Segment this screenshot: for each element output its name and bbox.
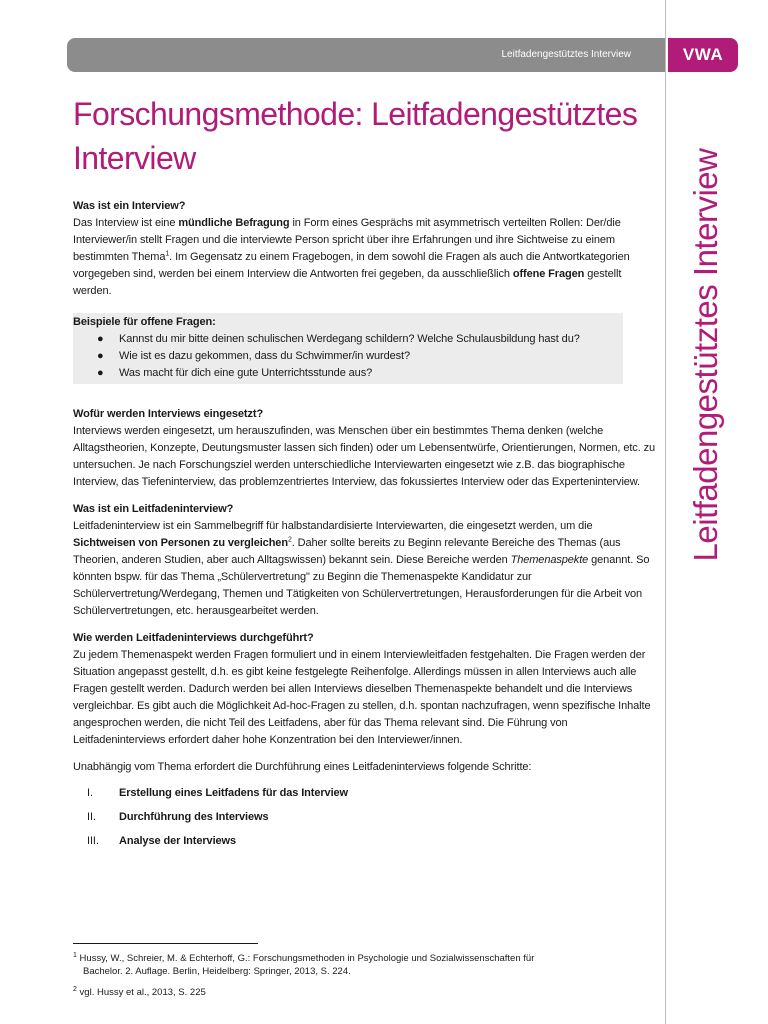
paragraph-interview-definition — [73, 215, 657, 300]
examples-title: Beispiele für offene Fragen: — [73, 316, 216, 328]
title-line-1: Forschungsmethode: Leitfadengestütztes — [73, 96, 638, 132]
paragraph-why-interviews: Interviews werden eingesetzt, um herauszufinden, was Menschen über ein bestimmtes Thema denken (welche Alltagstheorien, Konzepte, Deutungsmuster lassen sich finden) oder um Lebensentwürfe, Orientierungen, Normen, etc. zu untersuchen. Je nach Forschungsziel werden unterschiedliche Interviewarten eingesetzt wie z.B. das biographische Interview, das Tiefeninterview, das problemzentriertes Interview, das fokussiertes Interview oder das Experteninterview. — [73, 425, 656, 488]
list-item — [73, 331, 623, 348]
heading-what-is-leitfadeninterview: Was ist ein Leitfadeninterview? — [73, 503, 234, 515]
footnote-mark: 2 — [73, 985, 77, 993]
examples-list — [73, 331, 623, 382]
step-text: Durchführung des Interviews — [119, 811, 269, 823]
bullet-icon: ● — [97, 367, 104, 379]
footnote-ref-1: 1 — [165, 250, 170, 258]
bold-term: Sichtweisen von Personen zu vergleichen — [73, 537, 288, 549]
bullet-icon: ● — [97, 350, 104, 362]
paragraph-leitfadeninterview — [73, 518, 657, 620]
footnotes — [73, 952, 633, 999]
paragraph-steps-intro: Unabhängig vom Thema erfordert die Durchführung eines Leitfadeninterviews folgende Schritte: — [73, 761, 532, 773]
step-text: Erstellung eines Leitfadens für das Interview — [119, 787, 349, 799]
list-item — [73, 348, 623, 365]
footnote-mark: 1 — [73, 951, 77, 959]
text-run: Leitfadeninterview ist ein Sammelbegriff für halbstandardisierte Interviewarten, die eingesetzt werden, um die — [73, 520, 593, 532]
bullet-icon: ● — [97, 333, 104, 345]
list-item-text: Was macht für dich eine gute Unterrichtsstunde aus? — [119, 367, 373, 379]
title-line-2: Interview — [73, 140, 196, 176]
margin-divider-line — [665, 0, 666, 1024]
paragraph-how-conducted: Zu jedem Themenaspekt werden Fragen formuliert und in einem Interviewleitfaden festgehalten. Die Fragen werden der Situation angepasst gestellt, d.h. es gibt keine festgelegte Reihenfolge. Allerdings müssen in allen Interviews auch alle Fragen gestellt werden. Dadurch werden bei allen Interviews dieselben Themenaspekte behandelt und die Interviews vergleichbar. Es gibt auch die Möglichkeit Ad-hoc-Fragen zu stellen, d.h. spontan nachzufragen, wenn spezifische Inhalte angesprochen werden, die nicht Teil des Leitfadens, aber für das Thema relevant sind. Die Führung von Leitfadeninterviews erfordert daher hohe Konzentration bei den Interviewer/innen. — [73, 649, 651, 746]
side-title-vertical: Leitfadengestütztes Interview — [687, 148, 724, 562]
footnote-ref-2: 2 — [287, 536, 292, 544]
footnote-separator — [73, 943, 258, 944]
heading-how-conducted: Wie werden Leitfadeninterviews durchgeführt? — [73, 632, 314, 644]
footnote-text: Bachelor. 2. Auflage. Berlin, Heidelberg: Springer, 2013, S. 224. — [83, 966, 351, 977]
list-item-text: Kannst du mir bitte deinen schulischen Werdegang schildern? Welche Schulausbildung hast du? — [119, 333, 580, 345]
step-item — [73, 833, 657, 857]
list-item-text: Wie ist es dazu gekommen, dass du Schwimmer/in wurdest? — [119, 350, 411, 362]
document-title — [73, 92, 663, 180]
text-run: in Form eines Gesprächs mit asymmetrisch verteilten Rollen: Der/die Interviewer/in stellt Fragen und die interviewte Person spricht über ihre Erfahrungen und ihre Sichtweise zu einem bestimmten Thema — [73, 217, 621, 263]
italic-term: Themenaspekte — [510, 554, 589, 566]
heading-what-is-interview: Was ist ein Interview? — [73, 200, 186, 212]
running-header-title: Leitfadengestütztes Interview — [501, 49, 631, 60]
text-run: . Im Gegensatz zu einem Fragebogen, in dem sowohl die Fragen als auch die Antwortkategorien vorgegeben sind, werden bei einem Interview die Antworten frei gegeben, da ausschließlich — [73, 251, 630, 280]
footnote-text: vgl. Hussy et al., 2013, S. 225 — [79, 987, 206, 998]
bold-term: mündliche Befragung — [178, 217, 290, 229]
footnote-text: Hussy, W., Schreier, M. & Echterhoff, G.: Forschungsmethoden in Psychologie und Sozialwissenschaften für — [79, 953, 535, 964]
step-item — [73, 785, 657, 809]
step-number: III. — [87, 835, 99, 847]
main-content — [73, 198, 657, 857]
footnote-1 — [73, 952, 633, 978]
steps-list — [73, 785, 657, 857]
text-run: gestellt werden. — [73, 268, 622, 297]
heading-why-interviews: Wofür werden Interviews eingesetzt? — [73, 408, 264, 420]
footnote-2 — [73, 986, 633, 999]
step-number: I. — [87, 787, 93, 799]
step-number: II. — [87, 811, 96, 823]
step-text: Analyse der Interviews — [119, 835, 237, 847]
text-run: Das Interview ist eine — [73, 217, 179, 229]
text-run: . Daher sollte bereits zu Beginn relevante Bereiche des Themas (aus Theorien, anderen Studien, aber auch Alltagswissen) bekannt sein. Diese Bereiche werden — [73, 537, 621, 566]
bold-term: offene Fragen — [512, 268, 585, 280]
step-item — [73, 809, 657, 833]
examples-box — [73, 313, 623, 384]
list-item — [73, 365, 623, 382]
vwa-badge: VWA — [668, 38, 738, 72]
header-bar — [67, 38, 665, 72]
text-run: genannt. So könnten bspw. für das Thema „Schülervertretung" zu Beginn die Themenaspekte Kandidatur zur Schülervertretung/Werdegang, Themen und Tätigkeiten von Schülervertretungen, Herausforderungen für die Arbeit von Schülervertretungen, etc. herausgearbeitet werden. — [73, 554, 650, 617]
